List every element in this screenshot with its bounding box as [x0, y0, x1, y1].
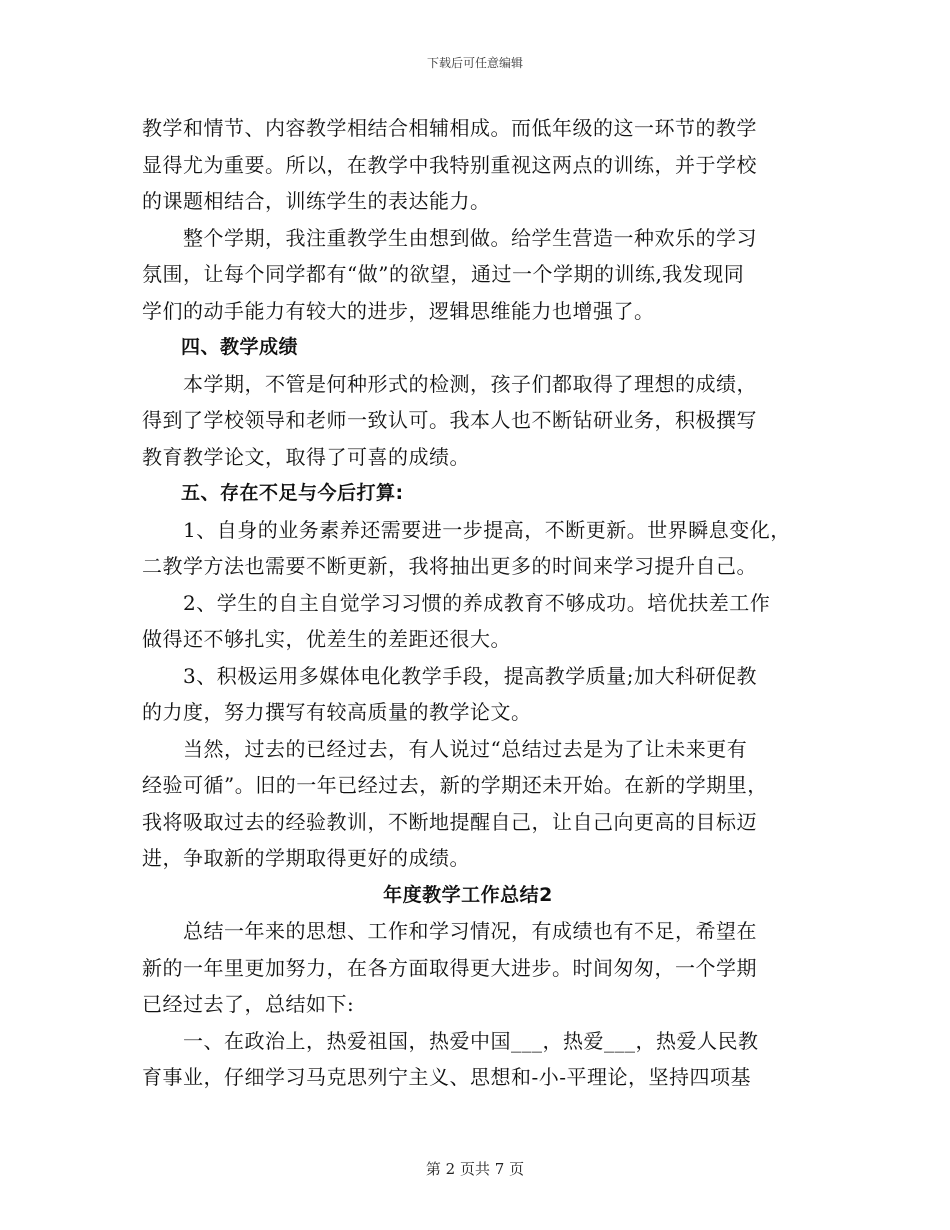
text-line: 的力度，努力撰写有较高质量的教学论文。	[142, 700, 532, 724]
text-line: 经验可循”。旧的一年已经过去，新的学期还未开始。在新的学期里，	[142, 773, 768, 797]
document-title: 年度教学工作总结2	[383, 883, 553, 906]
text-line: 一、在政治上，热爱祖国，热爱中国___，热爱___，热爱人民教	[142, 1028, 759, 1053]
text-line: 得到了学校领导和老师一致认可。我本人也不断钻研业务，积极撰写	[142, 408, 757, 432]
text-line: 教学和情节、内容教学相结合相辅相成。而低年级的这一环节的教学	[142, 116, 757, 140]
text-line: 已经过去了，总结如下:	[142, 992, 355, 1016]
page-header: 下载后可任意编辑	[426, 56, 523, 70]
text-line: 新的一年里更加努力，在各方面取得更大进步。时间匆匆，一个学期	[142, 955, 757, 980]
text-line: 的课题相结合，训练学生的表达能力。	[142, 189, 491, 213]
text-line: 整个学期，我注重教学生由想到做。给学生营造一种欢乐的学习	[142, 225, 757, 250]
section-heading: 五、存在不足与今后打算:	[142, 482, 404, 504]
text-line: 做得还不够扎实，优差生的差距还很大。	[142, 627, 511, 651]
text-line: 我将吸取过去的经验教训，不断地提醒自己，让自己向更高的目标迈	[142, 809, 757, 834]
text-line: 2、学生的自主自觉学习习惯的养成教育不够成功。培优扶差工作	[142, 590, 771, 615]
text-line: 总结一年来的思想、工作和学习情况，有成绩也有不足，希望在	[142, 919, 757, 943]
text-line: 1、自身的业务素养还需要进一步提高，不断更新。世界瞬息变化，	[142, 517, 791, 542]
body-text	[142, 110, 814, 1096]
section-heading: 四、教学成绩	[142, 336, 299, 358]
document-body	[142, 110, 814, 1096]
text-line: 氛围，让每个同学都有“做”的欲望，通过一个学期的训练,我发现同	[142, 262, 745, 286]
text-line: 显得尤为重要。所以，在教学中我特别重视这两点的训练，并于学校	[142, 152, 757, 177]
text-line: 学们的动手能力有较大的进步，逻辑思维能力也增强了。	[142, 298, 655, 323]
text-line: 本学期，不管是何种形式的检测，孩子们都取得了理想的成绩，	[142, 371, 757, 396]
text-line: 当然，过去的已经过去，有人说过“总结过去是为了让未来更有	[142, 736, 748, 761]
text-line: 教育教学论文，取得了可喜的成绩。	[142, 444, 470, 469]
text-line: 二教学方法也需要不断更新，我将抽出更多的时间来学习提升自己。	[142, 554, 757, 578]
page-footer: 第 2 页共 7 页	[425, 1160, 525, 1178]
text-line: 3、积极运用多媒体电化教学手段，提高教学质量;加大科研促教	[142, 663, 757, 688]
text-line: 进，争取新的学期取得更好的成绩。	[142, 846, 470, 870]
text-line: 育事业，仔细学习马克思列宁主义、思想和-小-平理论，坚持四项基	[142, 1065, 752, 1089]
